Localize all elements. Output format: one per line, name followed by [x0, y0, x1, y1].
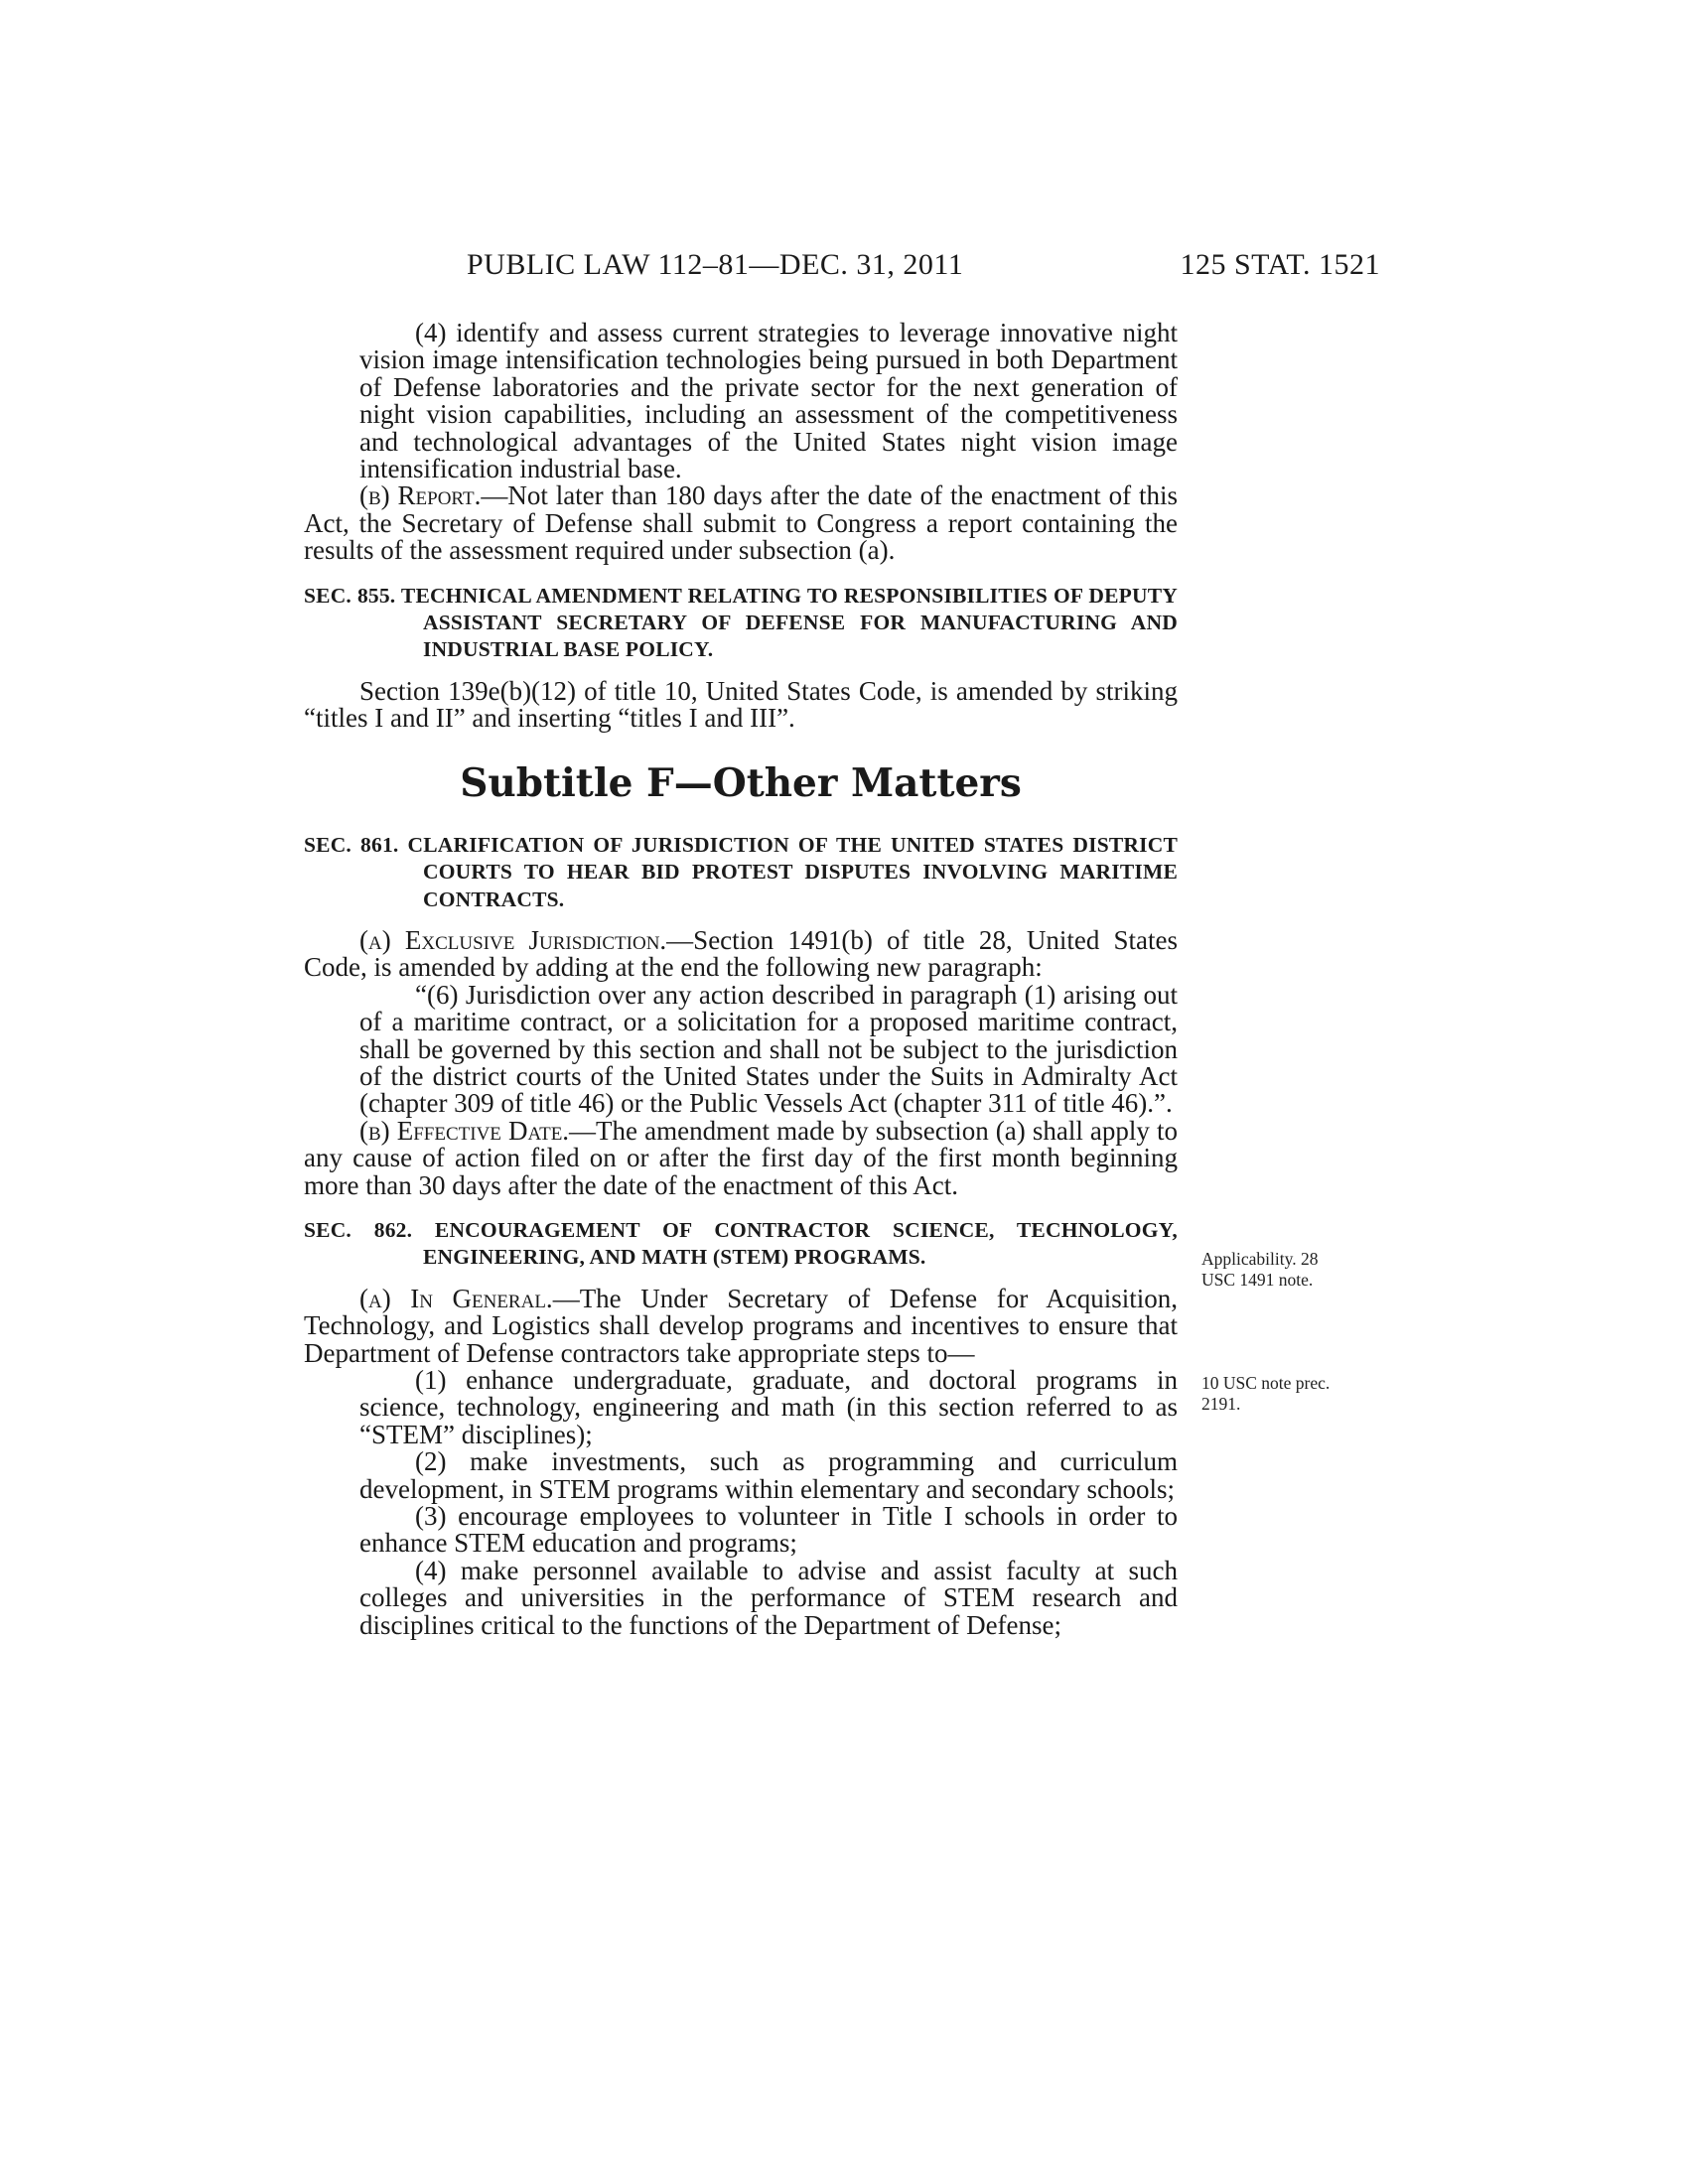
margin-note-applicability: Applicability. 28 USC 1491 note.: [1201, 1249, 1319, 1290]
sec855-text: Section 139e(b)(12) of title 10, United States Code, is amended by striking “titles I and II” and inserting “titles I and III”.: [304, 675, 1178, 734]
sec861-subsection-a: [304, 924, 1178, 983]
sec862-heading: SEC. 862. ENCOURAGEMENT OF CONTRACTOR SCIENCE, TECHNOLOGY, ENGINEERING, AND MATH (STEM) PROGRAMS.: [304, 1217, 1178, 1270]
margin-note-usc: 10 USC note prec. 2191.: [1201, 1373, 1331, 1414]
sec862-subsection-a: [304, 1283, 1178, 1368]
sec861-b-text: —The amendment made by subsection (a) shall apply to any cause of action filed on or after the first day of the first month beginning more than 30 days after the date of the enactment of this Act.: [304, 1115, 1178, 1200]
sec854-report-label: (b) Report.: [359, 480, 482, 511]
sec861-quoted-paragraph: “(6) Jurisdiction over any action described in paragraph (1) arising out of a maritime contract, or a solicitation for a proposed maritime contract, shall be governed by this section and shall not be subject to the jurisdiction of the district courts of the United States under the Suits in Admiralty Act (chapter 309 of title 46) or the Public Vessels Act (chapter 311 of title 46).”.: [359, 979, 1178, 1119]
body-column: [304, 320, 1178, 1639]
running-header: [467, 248, 1380, 288]
sec861-a-text: —Section 1491(b) of title 28, United States Code, is amended by adding at the end the following new paragraph:: [304, 924, 1178, 983]
sec862-item: (3) encourage employees to volunteer in Title I schools in order to enhance STEM education and programs;: [359, 1501, 1178, 1559]
sec855-heading: SEC. 855. TECHNICAL AMENDMENT RELATING TO RESPONSIBILITIES OF DEPUTY ASSISTANT SECRETARY OF DEFENSE FOR MANUFACTURING AND INDUSTRIAL BASE POLICY.: [304, 583, 1178, 662]
sec854-subsection-b: [304, 482, 1178, 564]
sec862-a-text: —The Under Secretary of Defense for Acquisition, Technology, and Logistics shall develop programs and incentives to ensure that Department of Defense contractors take appropriate steps to—: [304, 1283, 1178, 1368]
sec862-item: (2) make investments, such as programming and curriculum development, in STEM programs within elementary and secondary schools;: [359, 1446, 1178, 1504]
header-stat-page: 125 STAT. 1521: [1180, 248, 1380, 281]
sec862-item: (4) make personnel available to advise and assist faculty at such colleges and universities in the performance of STEM research and disciplines critical to the functions of the Department of Defense;: [359, 1555, 1178, 1640]
sec861-heading: SEC. 861. CLARIFICATION OF JURISDICTION OF THE UNITED STATES DISTRICT COURTS TO HEAR BID PROTEST DISPUTES INVOLVING MARITIME CONTRACTS.: [304, 832, 1178, 911]
sec854-paragraph-4: (4) identify and assess current strategies to leverage innovative night vision image intensification technologies being pursued in both Department of Defense laboratories and the private sector for the next generation of night vision capabilities, including an assessment of the competitiveness and technological advantages of the United States night vision image intensification industrial base.: [359, 318, 1178, 484]
sec861-subsection-b: [304, 1115, 1178, 1200]
sec861-b-label: (b) Effective Date.: [359, 1115, 570, 1146]
sec861-a-label: (a) Exclusive Jurisdiction.: [359, 924, 667, 955]
sec854-report-text: —Not later than 180 days after the date of the enactment of this Act, the Secretary of Defense shall submit to Congress a report containing the results of the assessment required under subsection (a).: [304, 480, 1179, 566]
header-title: PUBLIC LAW 112–81—DEC. 31, 2011: [467, 248, 964, 281]
subtitle-heading: Subtitle F—Other Matters: [460, 759, 1022, 806]
sec862-a-label: (a) In General.: [359, 1283, 553, 1313]
sec862-item: (1) enhance undergraduate, graduate, and doctoral programs in science, technology, engineering and math (in this section referred to as “STEM” disciplines);: [359, 1365, 1178, 1449]
